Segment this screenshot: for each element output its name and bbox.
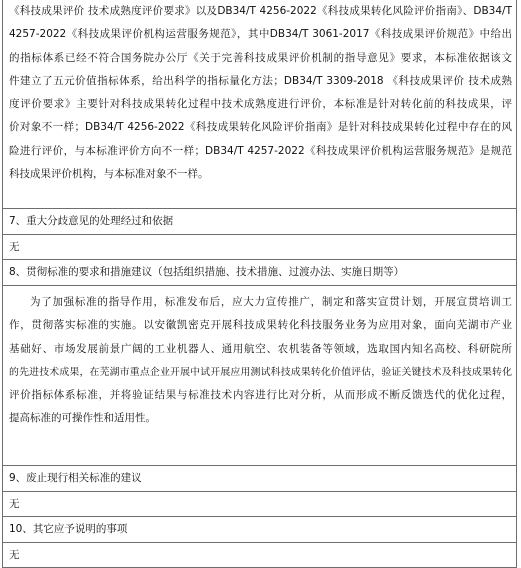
text-line: 提高标准的可操作性和适用性。 — [9, 412, 156, 425]
text-line: 的指标体系已经不符合国务院办公厅《关于完善科技成果评价机制的指导意见》要求，本标准依据该文 — [9, 51, 512, 64]
section-8-body-cell — [3, 286, 516, 466]
section-9-heading: 9、废止现行相关标准的建议 — [9, 472, 142, 484]
text-line: 基础好、市场发展前景广阔的工业机器人、通用航空、农机装备等领域，选取国内知名高校、科研院所 — [9, 342, 512, 355]
section-10-heading: 10、其它应予说明的事项 — [9, 523, 128, 535]
text-line: 价对象不一样；DB34/T 4256-2022《科技成果转化风险评价指南》是针对科技成果转化过程中存在的风 — [9, 121, 512, 134]
section-10-body-cell — [3, 543, 516, 568]
section-7-body-cell — [3, 235, 516, 260]
text-line: 为了加强标准的指导作用，标准发布后，应大力宣传推广，制定和落实宣贯计划，开展宣贯培训工 — [30, 296, 512, 308]
text-line: 《科技成果评价 技术成熟度评价要求》以及DB34/T 4256-2022《科技成果转化风险评价指南》、DB34/T — [9, 5, 512, 17]
section-9-body-cell — [3, 492, 516, 517]
section-7-heading-cell — [3, 209, 516, 235]
text-line: 件建立了五元价值指标体系，给出科学的指标量化方法；DB34/T 3309-2018 《科技成果评价 技术成熟 — [9, 74, 512, 87]
text-line: 4257-2022《科技成果评价机构运营服务规范》，其中DB34/T 3061-2017《科技成果评价规范》中给出 — [9, 28, 512, 41]
text-line: 的先进技术成果，在芜湖市重点企业开展中试开展应用测试科技成果转化价值评估，验证关键技术及科技成果转化 — [9, 366, 512, 378]
section-7-body: 无 — [9, 241, 20, 253]
section-10-heading-cell — [3, 517, 516, 543]
section-9-body: 无 — [9, 498, 20, 510]
text-line: 科技成果评价机构，与本标准对象不一样。 — [9, 168, 209, 181]
section-10-body: 无 — [9, 549, 20, 561]
text-line: 评价指标体系标准，并将验证结果与标准技术内容进行比对分析，从而形成不断反馈迭代的优化过程， — [9, 389, 512, 402]
section-8-heading-cell — [3, 260, 516, 286]
text-line: 险进行评价，与本标准评价方向不一样；DB34/T 4257-2022《科技成果评价机构运营服务规范》是规范 — [9, 144, 512, 157]
document-table — [2, 0, 517, 568]
section-7-heading: 7、重大分歧意见的处理经过和依据 — [9, 215, 174, 227]
continuation-cell — [3, 0, 516, 209]
section-8-heading: 8、贯彻标准的要求和措施建议（包括组织措施、技术措施、过渡办法、实施日期等） — [9, 266, 405, 278]
text-line: 作，贯彻落实标准的实施。以安徽凯密克开展科技成果转化科技服务业务为应用对象，面向芜湖市产业 — [9, 319, 512, 332]
text-line: 度评价要求》主要针对科技成果转化过程中技术成熟度进行评价，本标准是针对转化前的科技成果，评 — [9, 98, 512, 111]
section-9-heading-cell — [3, 466, 516, 492]
